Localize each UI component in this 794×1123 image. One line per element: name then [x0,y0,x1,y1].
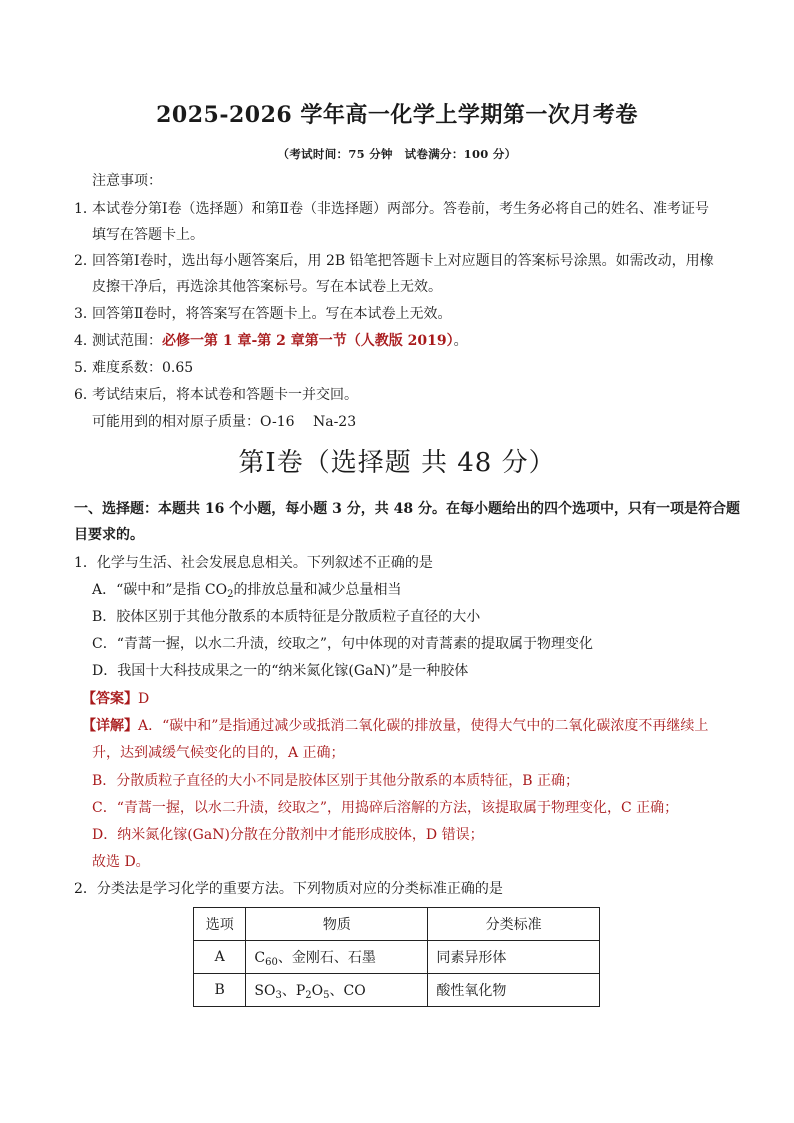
subscript: 60 [265,957,278,968]
q1-detail-line: 故选 D。 [92,854,150,870]
formula-text: 、CO [329,983,366,999]
note-text: 考试结束后，将本试卷和答题卡一并交回。 [92,387,358,403]
atomic-mass-line: 可能用到的相对原子质量：O-16 Na-23 [92,414,357,430]
question-2-stem: 2．分类法是学习化学的重要方法。下列物质对应的分类标准正确的是 [74,881,503,897]
test-scope-suffix: 。 [453,333,468,349]
note-item-4 [74,332,468,350]
section-title: 第Ⅰ卷（选择题 共 48 分） [238,448,556,478]
table-header: 分类标准 [428,908,600,941]
q1-answer [82,690,149,708]
q1-detail-line: 升，达到减缓气候变化的目的，A 正确； [92,745,345,761]
note-number: 3． [74,306,97,322]
section-instruction-cont: 目要求的。 [74,527,144,543]
note-text: 难度系数：0.65 [92,360,194,376]
q1-option-c: C．“青蒿一握，以水二升渍，绞取之”，句中体现的对青蒿素的提取属于物理变化 [92,636,594,652]
subscript: 2 [227,589,234,600]
table-header-row [194,908,600,941]
table-cell-standard: 酸性氧化物 [428,974,600,1007]
formula-text: 、P [281,983,306,999]
q1-detail [82,717,708,735]
test-scope-value: 必修一第 1 章-第 2 章第一节（人教版 2019） [162,333,454,349]
subscript: 5 [323,990,330,1001]
detail-text: A．“碳中和”是指通过减少或抵消二氧化碳的排放量，使得大气中的二氧化碳浓度不再继续上 [138,718,709,734]
formula-text: O [311,983,324,999]
test-scope-label: 测试范围： [92,333,162,349]
table-cell-option: B [194,974,246,1007]
note-item-1-cont: 填写在答题卡上。 [92,227,204,243]
q1-detail-line: C．“青蒿一握，以水二升渍，绞取之”，用捣碎后溶解的方法，该提取属于物理变化，C 正确； [92,800,679,816]
answer-value: D [138,691,150,707]
note-number: 6． [74,387,97,403]
formula-text: SO [254,983,276,999]
table-cell-substance [246,974,428,1007]
detail-label: 【详解】 [82,718,138,734]
q1-detail-line: B．分散质粒子直径的大小不同是胶体区别于其他分散系的本质特征，B 正确； [92,773,580,789]
note-item-1 [74,200,709,218]
q1-option-a [92,581,401,599]
q2-options-table [193,907,600,1007]
answer-label: 【答案】 [82,691,138,707]
formula-text: C [254,950,266,966]
table-cell-substance [246,941,428,974]
table-header: 选项 [194,908,246,941]
exam-subtitle: （考试时间：75 分钟 试卷满分：100 分） [277,147,517,161]
exam-title: 2025-2026 学年高一化学上学期第一次月考卷 [156,102,638,128]
notes-heading: 注意事项： [92,173,162,189]
table-cell-standard: 同素异形体 [428,941,600,974]
note-text: 回答第Ⅰ卷时，选出每小题答案后，用 2B 铅笔把答题卡上对应题目的答案标号涂黑。如需改动，用橡 [92,253,714,269]
table-row [194,941,600,974]
note-item-5 [74,359,193,377]
note-item-2 [74,252,714,270]
q1-option-d: D．我国十大科技成果之一的“纳米氮化镓(GaN)”是一种胶体 [92,663,469,679]
section-instruction: 一、选择题：本题共 16 个小题，每小题 3 分，共 48 分。在每小题给出的四个选项中，只有一项是符合题 [74,501,740,517]
subscript: 3 [275,990,282,1001]
option-text: A．“碳中和”是指 CO [92,582,228,598]
q1-option-b: B．胶体区别于其他分散系的本质特征是分散质粒子直径的大小 [92,609,481,625]
table-header: 物质 [246,908,428,941]
subscript: 2 [305,990,312,1001]
note-text: 回答第Ⅱ卷时，将答案写在答题卡上。写在本试卷上无效。 [92,306,452,322]
note-item-3 [74,305,452,323]
note-number: 4． [74,333,97,349]
formula-text: 、金刚石、石墨 [277,950,376,966]
note-item-6 [74,386,358,404]
note-item-2-cont: 皮擦干净后，再选涂其他答案标号。写在本试卷上无效。 [92,279,442,295]
table-cell-option: A [194,941,246,974]
note-number: 5． [74,360,97,376]
note-number: 1． [74,201,97,217]
q1-detail-line: D．纳米氮化镓(GaN)分散在分散剂中才能形成胶体，D 错误； [92,827,484,843]
option-text: 的排放总量和减少总量相当 [233,582,402,598]
note-text: 本试卷分第Ⅰ卷（选择题）和第Ⅱ卷（非选择题）两部分。答卷前，考生务必将自己的姓名、准考证号 [92,201,710,217]
note-number: 2． [74,253,97,269]
question-1-stem: 1．化学与生活、社会发展息息相关。下列叙述不正确的是 [74,555,433,571]
table-row [194,974,600,1007]
